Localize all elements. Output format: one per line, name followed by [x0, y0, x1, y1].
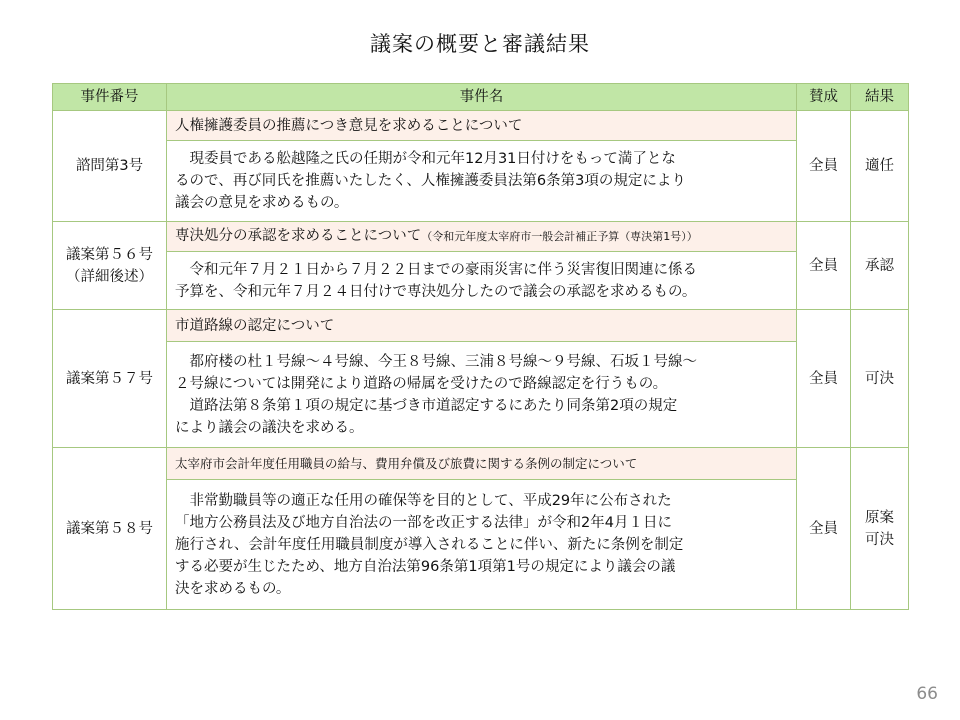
- case-number: 議案第５８号: [66, 520, 153, 537]
- approval-cell: 全員: [797, 448, 851, 610]
- case-number-cell: [53, 111, 167, 222]
- table-row-description: [53, 252, 909, 310]
- case-number: 議案第５７号: [66, 370, 153, 387]
- case-subject-cell: [167, 111, 797, 141]
- agenda-table: [52, 83, 909, 610]
- case-description-cell: [167, 252, 797, 310]
- case-subject-cell: [167, 222, 797, 252]
- result-text: 承認: [865, 257, 894, 274]
- description-line: 非常勤職員等の適正な任用の確保等を目的として、平成29年に公布された: [175, 492, 672, 509]
- case-subject: 人権擁護委員の推薦につき意見を求めることについて: [175, 117, 523, 134]
- description-line: 都府楼の杜１号線～４号線、今王８号線、三浦８号線～９号線、石坂１号線～: [175, 353, 697, 370]
- case-description-cell: [167, 480, 797, 610]
- header-case-number: 事件番号: [53, 84, 167, 111]
- approval-cell: 全員: [797, 111, 851, 222]
- case-number: 諮問第3号: [75, 158, 144, 174]
- result-cell: [851, 310, 909, 448]
- table-row: [53, 222, 909, 252]
- case-number-cell: [53, 310, 167, 448]
- case-subject: 太宰府市会計年度任用職員の給与、費用弁償及び旅費に関する条例の制定について: [175, 455, 638, 471]
- description-line: 予算を、令和元年７月２４日付けで専決処分したので議会の承認を求めるもの。: [175, 283, 697, 300]
- result-text: 可決: [865, 531, 894, 548]
- table-row-description: [53, 141, 909, 222]
- case-number-note: （詳細後述）: [66, 268, 153, 285]
- page-number: 66: [916, 684, 938, 704]
- slide-title: 議案の概要と審議結果: [370, 32, 590, 56]
- table-row-description: [53, 342, 909, 448]
- description-line: 道路法第８条第１項の規定に基づき市道認定するにあたり同条第2項の規定: [175, 397, 678, 414]
- result-cell: [851, 448, 909, 610]
- case-description-cell: [167, 342, 797, 448]
- table-row: [53, 448, 909, 480]
- description-line: ２号線については開発により道路の帰属を受けたので路線認定を行うもの。: [175, 375, 668, 392]
- result-cell: [851, 111, 909, 222]
- description-line: 決を求めるもの。: [175, 580, 291, 597]
- case-subject-note: （令和元年度太宰府市一般会計補正予算（専決第1号））: [421, 230, 698, 243]
- table-row-description: [53, 480, 909, 610]
- header-result: 結果: [851, 84, 909, 111]
- description-line: により議会の議決を求める。: [175, 419, 364, 436]
- result-cell: [851, 222, 909, 310]
- result-text: 可決: [865, 370, 894, 387]
- case-number: 議案第５６号: [66, 246, 153, 263]
- description-line: 「地方公務員法及び地方自治法の一部を改正する法律」が令和2年4月１日に: [175, 514, 672, 531]
- approval-cell: 全員: [797, 310, 851, 448]
- case-subject: 専決処分の承認を求めることについて: [175, 228, 422, 244]
- table-header-row: [53, 84, 909, 111]
- header-case-name: 事件名: [167, 84, 797, 111]
- description-line: 令和元年７月２１日から７月２２日までの豪雨災害に伴う災害復旧関連に係る: [175, 261, 697, 278]
- table-row: [53, 111, 909, 141]
- case-description-cell: [167, 141, 797, 222]
- result-text: 適任: [865, 158, 894, 174]
- case-subject: 市道路線の認定について: [175, 317, 335, 334]
- case-subject-cell: [167, 448, 797, 480]
- description-line: 現委員である舩越隆之氏の任期が令和元年12月31日付けをもって満了とな: [175, 151, 676, 167]
- approval-cell: 全員: [797, 222, 851, 310]
- case-number-cell: [53, 448, 167, 610]
- header-approval: 賛成: [797, 84, 851, 111]
- description-line: 施行され、会計年度任用職員制度が導入されることに伴い、新たに条例を制定: [175, 536, 684, 553]
- description-line: 議会の意見を求めるもの。: [175, 195, 349, 211]
- description-line: する必要が生じたため、地方自治法第96条第1項第1号の規定により議会の議: [175, 558, 676, 575]
- case-subject-cell: [167, 310, 797, 342]
- result-text: 原案: [865, 509, 894, 526]
- table-row: [53, 310, 909, 342]
- description-line: るので、再び同氏を推薦いたしたく、人権擁護委員法第6条第3項の規定により: [175, 173, 686, 189]
- case-number-cell: [53, 222, 167, 310]
